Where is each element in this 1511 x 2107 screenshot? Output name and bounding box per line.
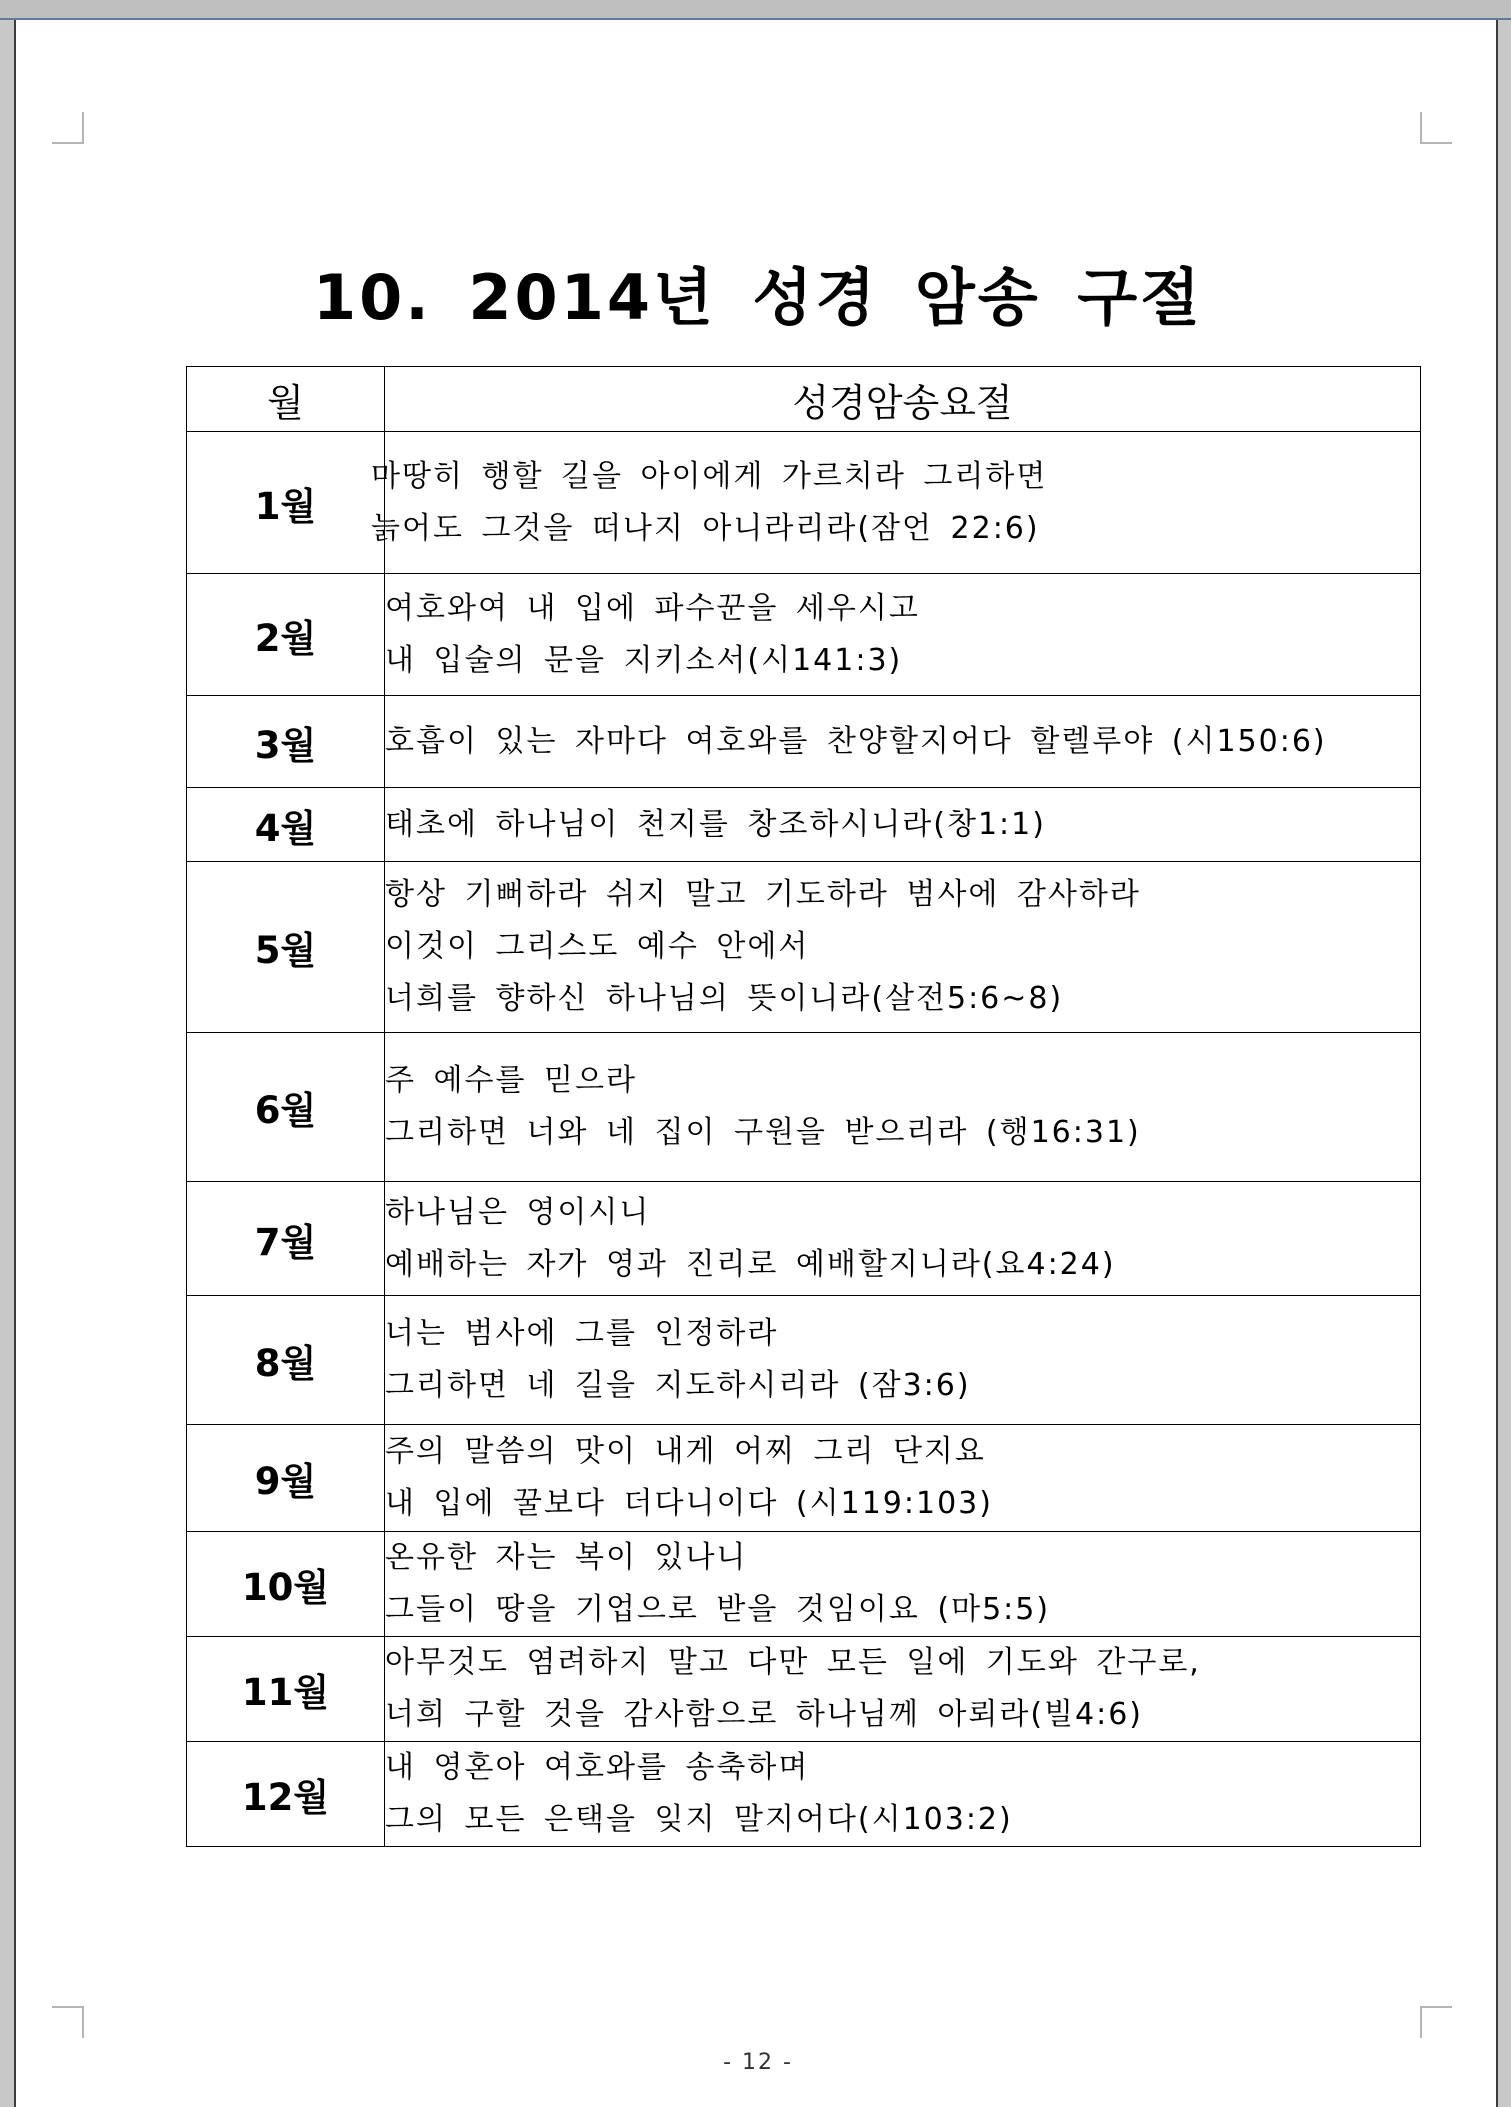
verse-line: 주 예수를 믿으라	[385, 1063, 637, 1098]
verse-cell	[385, 1296, 1421, 1425]
table-header-row	[187, 367, 1421, 432]
verse-table	[186, 366, 1421, 1847]
verse-cell	[371, 432, 1421, 574]
verse-cell	[385, 1742, 1421, 1847]
verse-line: 여호와여 내 입에 파수꾼을 세우시고	[385, 590, 920, 626]
verse-line: 그의 모든 은택을 잊지 말지어다(시103:2)	[385, 1802, 1013, 1837]
table-row	[187, 1532, 1421, 1637]
month-cell: 5월	[187, 862, 385, 1033]
month-cell: 2월	[187, 574, 385, 696]
verse-column-header: 성경암송요절	[385, 367, 1421, 432]
verse-cell	[385, 788, 1421, 862]
verse-line: 내 입에 꿀보다 더다니이다 (시119:103)	[385, 1486, 993, 1521]
table-row	[187, 1742, 1421, 1847]
verse-line: 주의 말씀의 맛이 내게 어찌 그리 단지요	[385, 1434, 986, 1469]
page-number: - 12 -	[723, 2050, 793, 2075]
crop-mark-top-right	[1420, 112, 1452, 144]
verse-line: 너희 구할 것을 감사함으로 하나님께 아뢰라(빌4:6)	[385, 1697, 1143, 1732]
table-row	[187, 788, 1421, 862]
crop-mark-top-left	[52, 112, 84, 144]
verse-cell	[385, 862, 1421, 1033]
month-cell: 11월	[187, 1637, 385, 1742]
month-column-header: 월	[187, 367, 385, 432]
verse-cell	[385, 1532, 1421, 1637]
table-row	[187, 862, 1421, 1033]
verse-line: 마땅히 행할 길을 아이에게 가르치라 그리하면	[371, 458, 1048, 494]
table-row	[187, 696, 1421, 788]
verse-cell	[385, 1182, 1421, 1296]
verse-line: 그들이 땅을 기업으로 받을 것임이요 (마5:5)	[385, 1592, 1051, 1627]
table-row	[187, 574, 1421, 696]
month-cell: 7월	[187, 1182, 385, 1296]
month-cell: 4월	[187, 788, 385, 862]
month-cell: 3월	[187, 696, 385, 788]
verse-cell	[385, 1637, 1421, 1742]
month-cell: 1월	[187, 432, 385, 574]
table-row	[187, 1637, 1421, 1742]
month-cell: 9월	[187, 1425, 385, 1532]
page-title: 10. 2014년 성경 암송 구절	[313, 261, 1203, 334]
verse-line: 그리하면 너와 네 집이 구원을 받으리라 (행16:31)	[385, 1115, 1141, 1150]
month-cell: 6월	[187, 1033, 385, 1182]
verse-line: 늙어도 그것을 떠나지 아니라리라(잠언 22:6)	[371, 510, 1040, 546]
verse-line: 온유한 자는 복이 있나니	[385, 1540, 748, 1575]
verse-line: 이것이 그리스도 예수 안에서	[385, 929, 810, 964]
table-row	[187, 1296, 1421, 1425]
verse-line: 너희를 향하신 하나님의 뜻이니라(살전5:6~8)	[385, 981, 1064, 1016]
table-row	[187, 432, 1421, 574]
verse-cell	[385, 1033, 1421, 1182]
verse-line: 아무것도 염려하지 말고 다만 모든 일에 기도와 간구로,	[385, 1645, 1201, 1680]
verse-line: 태초에 하나님이 천지를 창조하시니라(창1:1)	[385, 806, 1046, 842]
table-row	[187, 1033, 1421, 1182]
window-top-strip	[0, 0, 1511, 20]
table-row	[187, 1425, 1421, 1532]
verse-line: 호흡이 있는 자마다 여호와를 찬양할지어다 할렐루야 (시150:6)	[385, 723, 1327, 759]
verse-cell	[385, 574, 1421, 696]
crop-mark-bottom-left	[52, 2006, 84, 2038]
month-cell: 10월	[187, 1532, 385, 1637]
month-cell: 8월	[187, 1296, 385, 1425]
verse-line: 내 입술의 문을 지키소서(시141:3)	[385, 642, 903, 678]
verse-line: 너는 범사에 그를 인정하라	[385, 1316, 779, 1351]
crop-mark-bottom-right	[1420, 2006, 1452, 2038]
document-page	[14, 20, 1498, 2107]
verse-cell	[385, 696, 1421, 788]
verse-line: 하나님은 영이시니	[385, 1194, 651, 1230]
verse-line: 그리하면 네 길을 지도하시리라 (잠3:6)	[385, 1368, 971, 1403]
month-cell: 12월	[187, 1742, 385, 1847]
verse-cell	[385, 1425, 1421, 1532]
verse-line: 항상 기뻐하라 쉬지 말고 기도하라 범사에 감사하라	[385, 877, 1141, 912]
verse-line: 예배하는 자가 영과 진리로 예배할지니라(요4:24)	[385, 1246, 1116, 1282]
verse-line: 내 영혼아 여호와를 송축하며	[385, 1750, 810, 1785]
table-row	[187, 1182, 1421, 1296]
